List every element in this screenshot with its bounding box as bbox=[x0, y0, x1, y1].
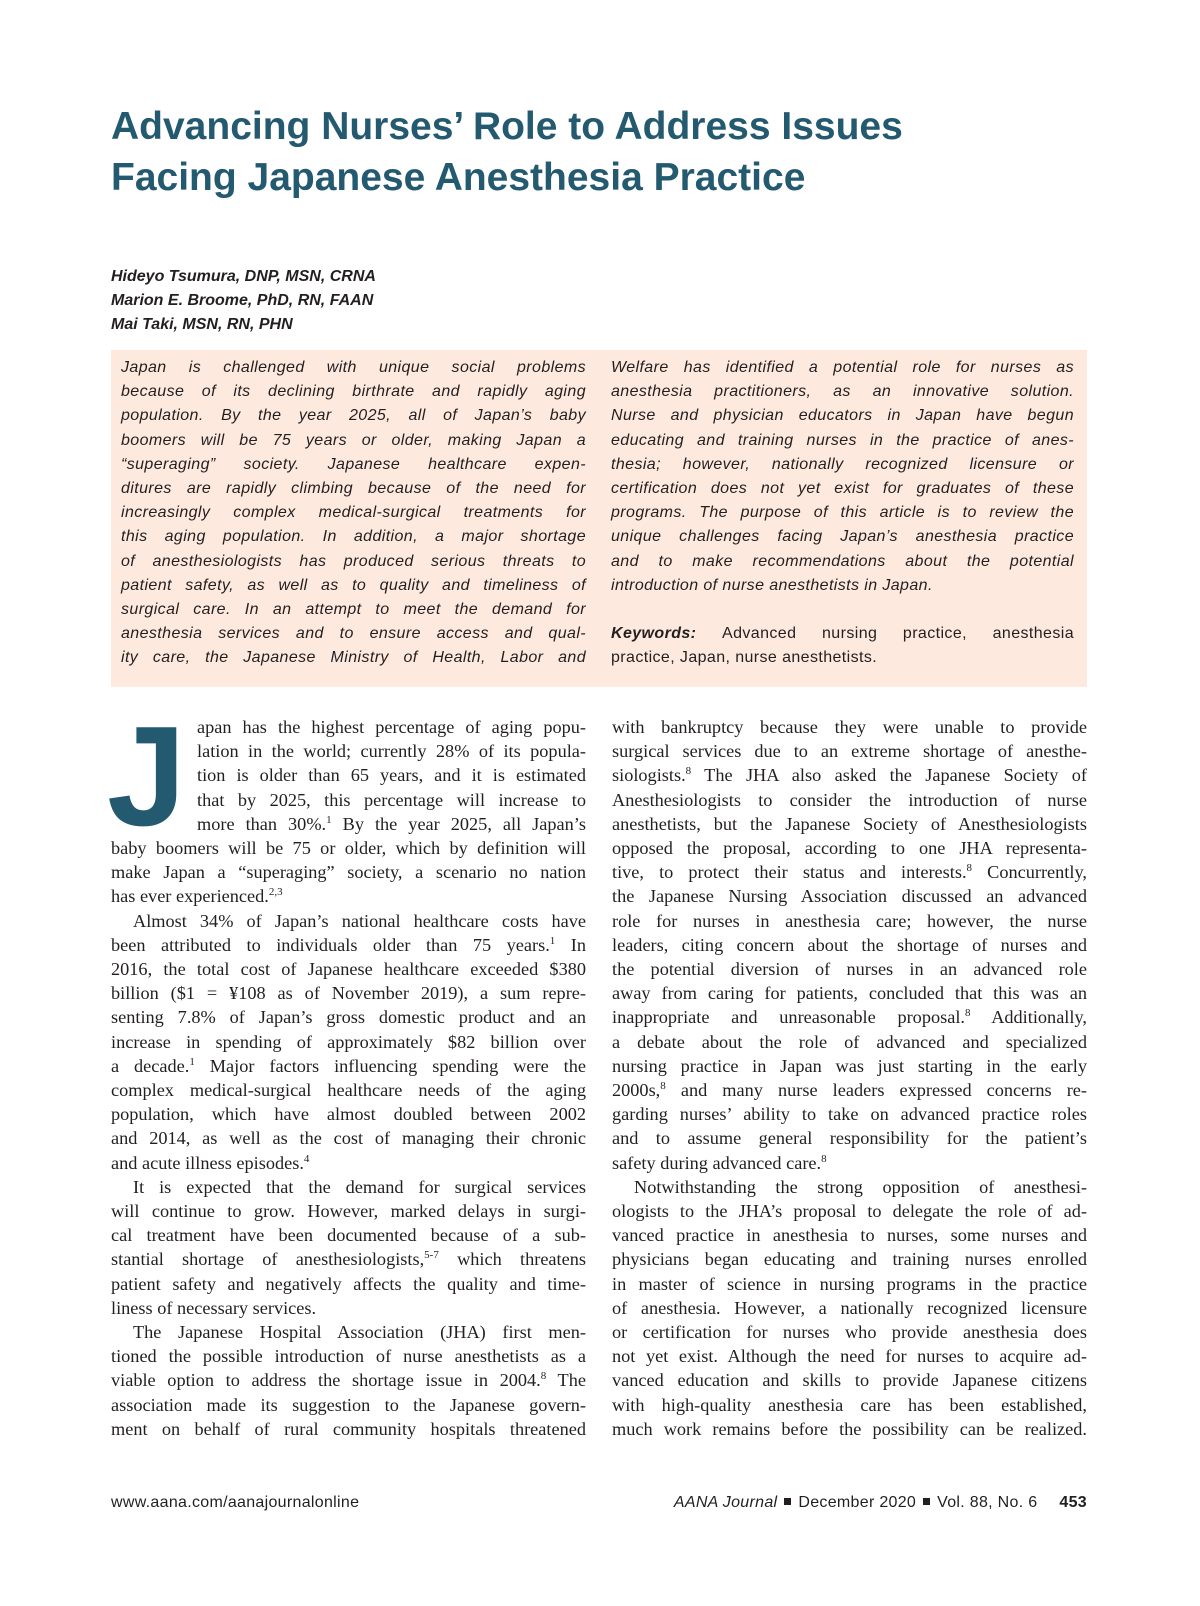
body-line bbox=[111, 884, 586, 908]
text-run: which threatens bbox=[438, 1249, 586, 1270]
citation: 8 bbox=[540, 1370, 547, 1383]
abstract-line: unique challenges facing Japan’s anesthesia practice bbox=[611, 528, 1074, 546]
body-line bbox=[612, 1005, 1087, 1029]
text-run: By the year 2025, all Japan’s bbox=[331, 813, 586, 834]
abstract-line: of anesthesiologists has produced serious threats to bbox=[121, 552, 586, 570]
body-line bbox=[111, 1368, 586, 1392]
body-line bbox=[612, 1078, 1087, 1102]
abstract-line: introduction of nurse anesthetists in Japan. bbox=[611, 576, 933, 594]
body-line: a debate about the role of advanced and specialized bbox=[612, 1031, 1087, 1052]
text-run: siologists. bbox=[612, 765, 686, 786]
author-list bbox=[111, 265, 376, 337]
body-line: away from caring for patients, concluded that this was an bbox=[612, 983, 1087, 1004]
text-run: In bbox=[555, 934, 586, 955]
body-line: Anesthesiologists to consider the introduction of nurse bbox=[612, 789, 1087, 810]
abstract-line: population. By the year 2025, all of Japan’s baby bbox=[121, 407, 586, 425]
text-run: Concurrently, bbox=[972, 862, 1087, 883]
citation: 1 bbox=[189, 1055, 195, 1068]
citation: 4 bbox=[303, 1152, 310, 1165]
text-run: more than 30%. bbox=[197, 813, 327, 834]
body-line: liness of necessary services. bbox=[111, 1297, 317, 1318]
text-run: tive, to protect their status and interests. bbox=[612, 862, 967, 883]
volume-issue: Vol. 88, No. 6 bbox=[937, 1494, 1038, 1511]
issue-date: December 2020 bbox=[798, 1494, 917, 1511]
body-line: patient safety and negatively affects the quality and time- bbox=[111, 1273, 586, 1294]
citation: 8 bbox=[821, 1152, 827, 1165]
journal-citation bbox=[674, 1494, 1087, 1512]
abstract-spacer bbox=[611, 598, 1074, 622]
body-line: in master of science in nursing programs in the practice bbox=[612, 1273, 1087, 1294]
author: Hideyo Tsumura, DNP, MSN, CRNA bbox=[111, 268, 376, 285]
body-line: The Japanese Hospital Association (JHA) first men- bbox=[133, 1322, 586, 1343]
body-line bbox=[111, 1151, 586, 1175]
journal-url[interactable]: www.aana.com/aanajournalonline bbox=[111, 1494, 360, 1511]
body-line: baby boomers will be 75 or older, which by definition will bbox=[111, 838, 586, 859]
keywords-text: Advanced nursing practice, anesthesia bbox=[722, 625, 1074, 643]
abstract-line: anesthesia services and to ensure access and qual- bbox=[121, 625, 586, 643]
abstract-line: and to make recommendations about the potential bbox=[611, 552, 1074, 570]
body-line: the Japanese Nursing Association discussed an advanced bbox=[612, 886, 1087, 907]
title-line: Facing Japanese Anesthesia Practice bbox=[111, 156, 806, 199]
text-run: a decade. bbox=[111, 1055, 190, 1076]
body-line: of anesthesia. However, a nationally recognized licensure bbox=[612, 1297, 1087, 1318]
abstract-left-column bbox=[121, 356, 586, 671]
body-line: Notwithstanding the strong opposition of anesthesi- bbox=[634, 1176, 1087, 1197]
abstract-line: this aging population. In addition, a major shortage bbox=[121, 528, 586, 546]
abstract-line: certification does not yet exist for graduates of these bbox=[611, 480, 1074, 498]
keywords-label: Keywords: bbox=[611, 625, 697, 643]
body-line bbox=[612, 860, 1087, 884]
abstract-line: Nurse and physician educators in Japan have begun bbox=[611, 407, 1074, 425]
abstract-line: ditures are rapidly climbing because of the need for bbox=[121, 480, 586, 498]
abstract-line: Welfare has identified a potential role for nurses as bbox=[611, 359, 1074, 376]
body-line: that by 2025, this percentage will increase to bbox=[197, 789, 586, 810]
abstract-line: boomers will be 75 years or older, making Japan a bbox=[121, 431, 586, 449]
body-line: will continue to grow. However, marked delays in surgi- bbox=[111, 1201, 586, 1222]
body-line: much work remains before the possibility can be realized. bbox=[612, 1418, 1087, 1439]
square-bullet-icon bbox=[784, 1498, 791, 1505]
text-run: has ever experienced. bbox=[111, 886, 269, 907]
author: Marion E. Broome, PhD, RN, FAAN bbox=[111, 292, 374, 309]
abstract-line: thesia; however, nationally recognized licensure or bbox=[611, 455, 1074, 473]
text-run: inappropriate and unreasonable proposal. bbox=[612, 1007, 965, 1028]
body-line: with bankruptcy because they were unable to provide bbox=[612, 717, 1087, 737]
text-run: been attributed to individuals older than 75 years. bbox=[111, 934, 550, 955]
body-line: physicians began educating and training nurses enrolled bbox=[612, 1249, 1087, 1270]
body-line bbox=[111, 1247, 586, 1271]
body-line: the potential diversion of nurses in an advanced role bbox=[612, 959, 1087, 980]
abstract-line: anesthesia practitioners, as an innovative solution. bbox=[611, 383, 1074, 401]
body-right-column bbox=[612, 715, 1087, 1441]
text-run: The JHA also asked the Japanese Society of bbox=[691, 765, 1087, 786]
body-line: population, which have almost doubled between 2002 bbox=[111, 1104, 586, 1125]
body-line: opposed the proposal, according to one JHA representa- bbox=[612, 838, 1087, 859]
abstract-line: surgical care. In an attempt to meet the demand for bbox=[121, 601, 586, 619]
citation: 8 bbox=[685, 765, 692, 778]
abstract-line: patient safety, as well as to quality and timeliness of bbox=[121, 576, 586, 594]
body-line: and 2014, as well as the cost of managing their chronic bbox=[111, 1128, 586, 1149]
text-run: The bbox=[546, 1370, 586, 1391]
body-line: anesthetists, but the Japanese Society of Anesthesiologists bbox=[612, 813, 1087, 834]
body-line: association made its suggestion to the Japanese govern- bbox=[111, 1394, 586, 1415]
square-bullet-icon bbox=[923, 1498, 930, 1505]
text-run: viable option to address the shortage issue in 2004. bbox=[111, 1370, 541, 1391]
citation: 8 bbox=[966, 862, 973, 875]
body-line: role for nurses in anesthesia care; however, the nurse bbox=[612, 910, 1087, 931]
body-line: ologists to the JHA’s proposal to delegate the role of ad- bbox=[612, 1201, 1087, 1222]
body-line: 2016, the total cost of Japanese healthcare exceeded $380 bbox=[111, 959, 586, 980]
page-footer bbox=[111, 1494, 1087, 1518]
body-line: tion is older than 65 years, and it is estimated bbox=[197, 765, 586, 786]
title-line: Advancing Nurses’ Role to Address Issues bbox=[111, 105, 903, 148]
body-line: ment on behalf of rural community hospitals threatened bbox=[111, 1418, 586, 1439]
body-line: vanced education and skills to provide Japanese citizens bbox=[612, 1370, 1087, 1391]
text-run: safety during advanced care. bbox=[612, 1152, 822, 1173]
body-line: increase in spending of approximately $82 billion over bbox=[111, 1031, 586, 1052]
body-line: complex medical-surgical healthcare needs of the aging bbox=[111, 1080, 586, 1101]
body-line bbox=[111, 1054, 586, 1078]
body-line: Almost 34% of Japan’s national healthcare costs have bbox=[133, 910, 586, 931]
citation: 5-7 bbox=[424, 1249, 439, 1262]
journal-name: AANA Journal bbox=[673, 1494, 778, 1511]
article-title bbox=[111, 101, 1011, 203]
body-line: or certification for nurses who provide anesthesia does bbox=[612, 1322, 1087, 1343]
keywords-line: practice, Japan, nurse anesthetists. bbox=[611, 649, 878, 667]
body-left-column bbox=[107, 697, 586, 1441]
abstract-line: programs. The purpose of this article is to review the bbox=[611, 504, 1074, 522]
text-run: and many nurse leaders expressed concerns re- bbox=[665, 1080, 1087, 1101]
body-line bbox=[612, 763, 1087, 787]
body-line: make Japan a “superaging” society, a scenario no nation bbox=[111, 862, 586, 883]
body-line: senting 7.8% of Japan’s gross domestic product and an bbox=[111, 1007, 586, 1028]
body-line: apan has the highest percentage of aging popu- bbox=[197, 717, 586, 737]
citation: 1 bbox=[549, 934, 556, 947]
abstract-line: educating and training nurses in the practice of anes- bbox=[611, 431, 1074, 449]
abstract-box bbox=[111, 350, 1087, 687]
text-run: Additionally, bbox=[970, 1007, 1087, 1028]
body-line: leaders, citing concern about the shortage of nurses and bbox=[612, 934, 1087, 955]
abstract-line: increasingly complex medical-surgical treatments for bbox=[121, 504, 586, 522]
text-run: Major factors influencing spending were the bbox=[194, 1055, 586, 1076]
abstract-line: Japan is challenged with unique social problems bbox=[121, 359, 586, 376]
body-line: billion ($1 = ¥108 as of November 2019), a sum repre- bbox=[111, 983, 586, 1004]
body-line: It is expected that the demand for surgical services bbox=[133, 1176, 586, 1197]
text-run: stantial shortage of anesthesiologists, bbox=[111, 1249, 425, 1270]
body-line: lation in the world; currently 28% of its popula- bbox=[197, 741, 586, 762]
page-number: 453 bbox=[1059, 1494, 1087, 1511]
body-line: and to assume general responsibility for the patient’s bbox=[612, 1128, 1087, 1149]
body-line bbox=[111, 933, 586, 957]
text-run: 2000s, bbox=[612, 1080, 661, 1101]
citation: 8 bbox=[964, 1007, 971, 1020]
body-line: cal treatment have been documented because of a sub- bbox=[111, 1225, 586, 1246]
body-line: surgical services due to an extreme shortage of anesthe- bbox=[612, 741, 1087, 762]
body-line: garding nurses’ ability to take on advanced practice roles bbox=[612, 1104, 1087, 1125]
text-run: and acute illness episodes. bbox=[111, 1152, 304, 1173]
abstract-line: ity care, the Japanese Ministry of Health, Labor and bbox=[121, 649, 586, 667]
keywords-line bbox=[611, 622, 1074, 646]
drop-cap: J bbox=[107, 697, 186, 856]
citation: 2,3 bbox=[268, 886, 283, 899]
author: Mai Taki, MSN, RN, PHN bbox=[111, 316, 293, 333]
abstract-line: “superaging” society. Japanese healthcare expen- bbox=[121, 455, 586, 473]
abstract-line: because of its declining birthrate and rapidly aging bbox=[121, 383, 586, 401]
abstract-right-column bbox=[611, 356, 1074, 671]
citation: 8 bbox=[660, 1080, 666, 1093]
body-line: tioned the possible introduction of nurse anesthetists as a bbox=[111, 1346, 586, 1367]
body-line bbox=[612, 1151, 1087, 1175]
body-line: not yet exist. Although the need for nurses to acquire ad- bbox=[612, 1346, 1087, 1367]
body-line: with high-quality anesthesia care has been established, bbox=[612, 1394, 1087, 1415]
body-line: vanced practice in anesthesia to nurses, some nurses and bbox=[612, 1225, 1087, 1246]
citation: 1 bbox=[326, 813, 332, 826]
body-line: nursing practice in Japan was just starting in the early bbox=[612, 1055, 1087, 1076]
